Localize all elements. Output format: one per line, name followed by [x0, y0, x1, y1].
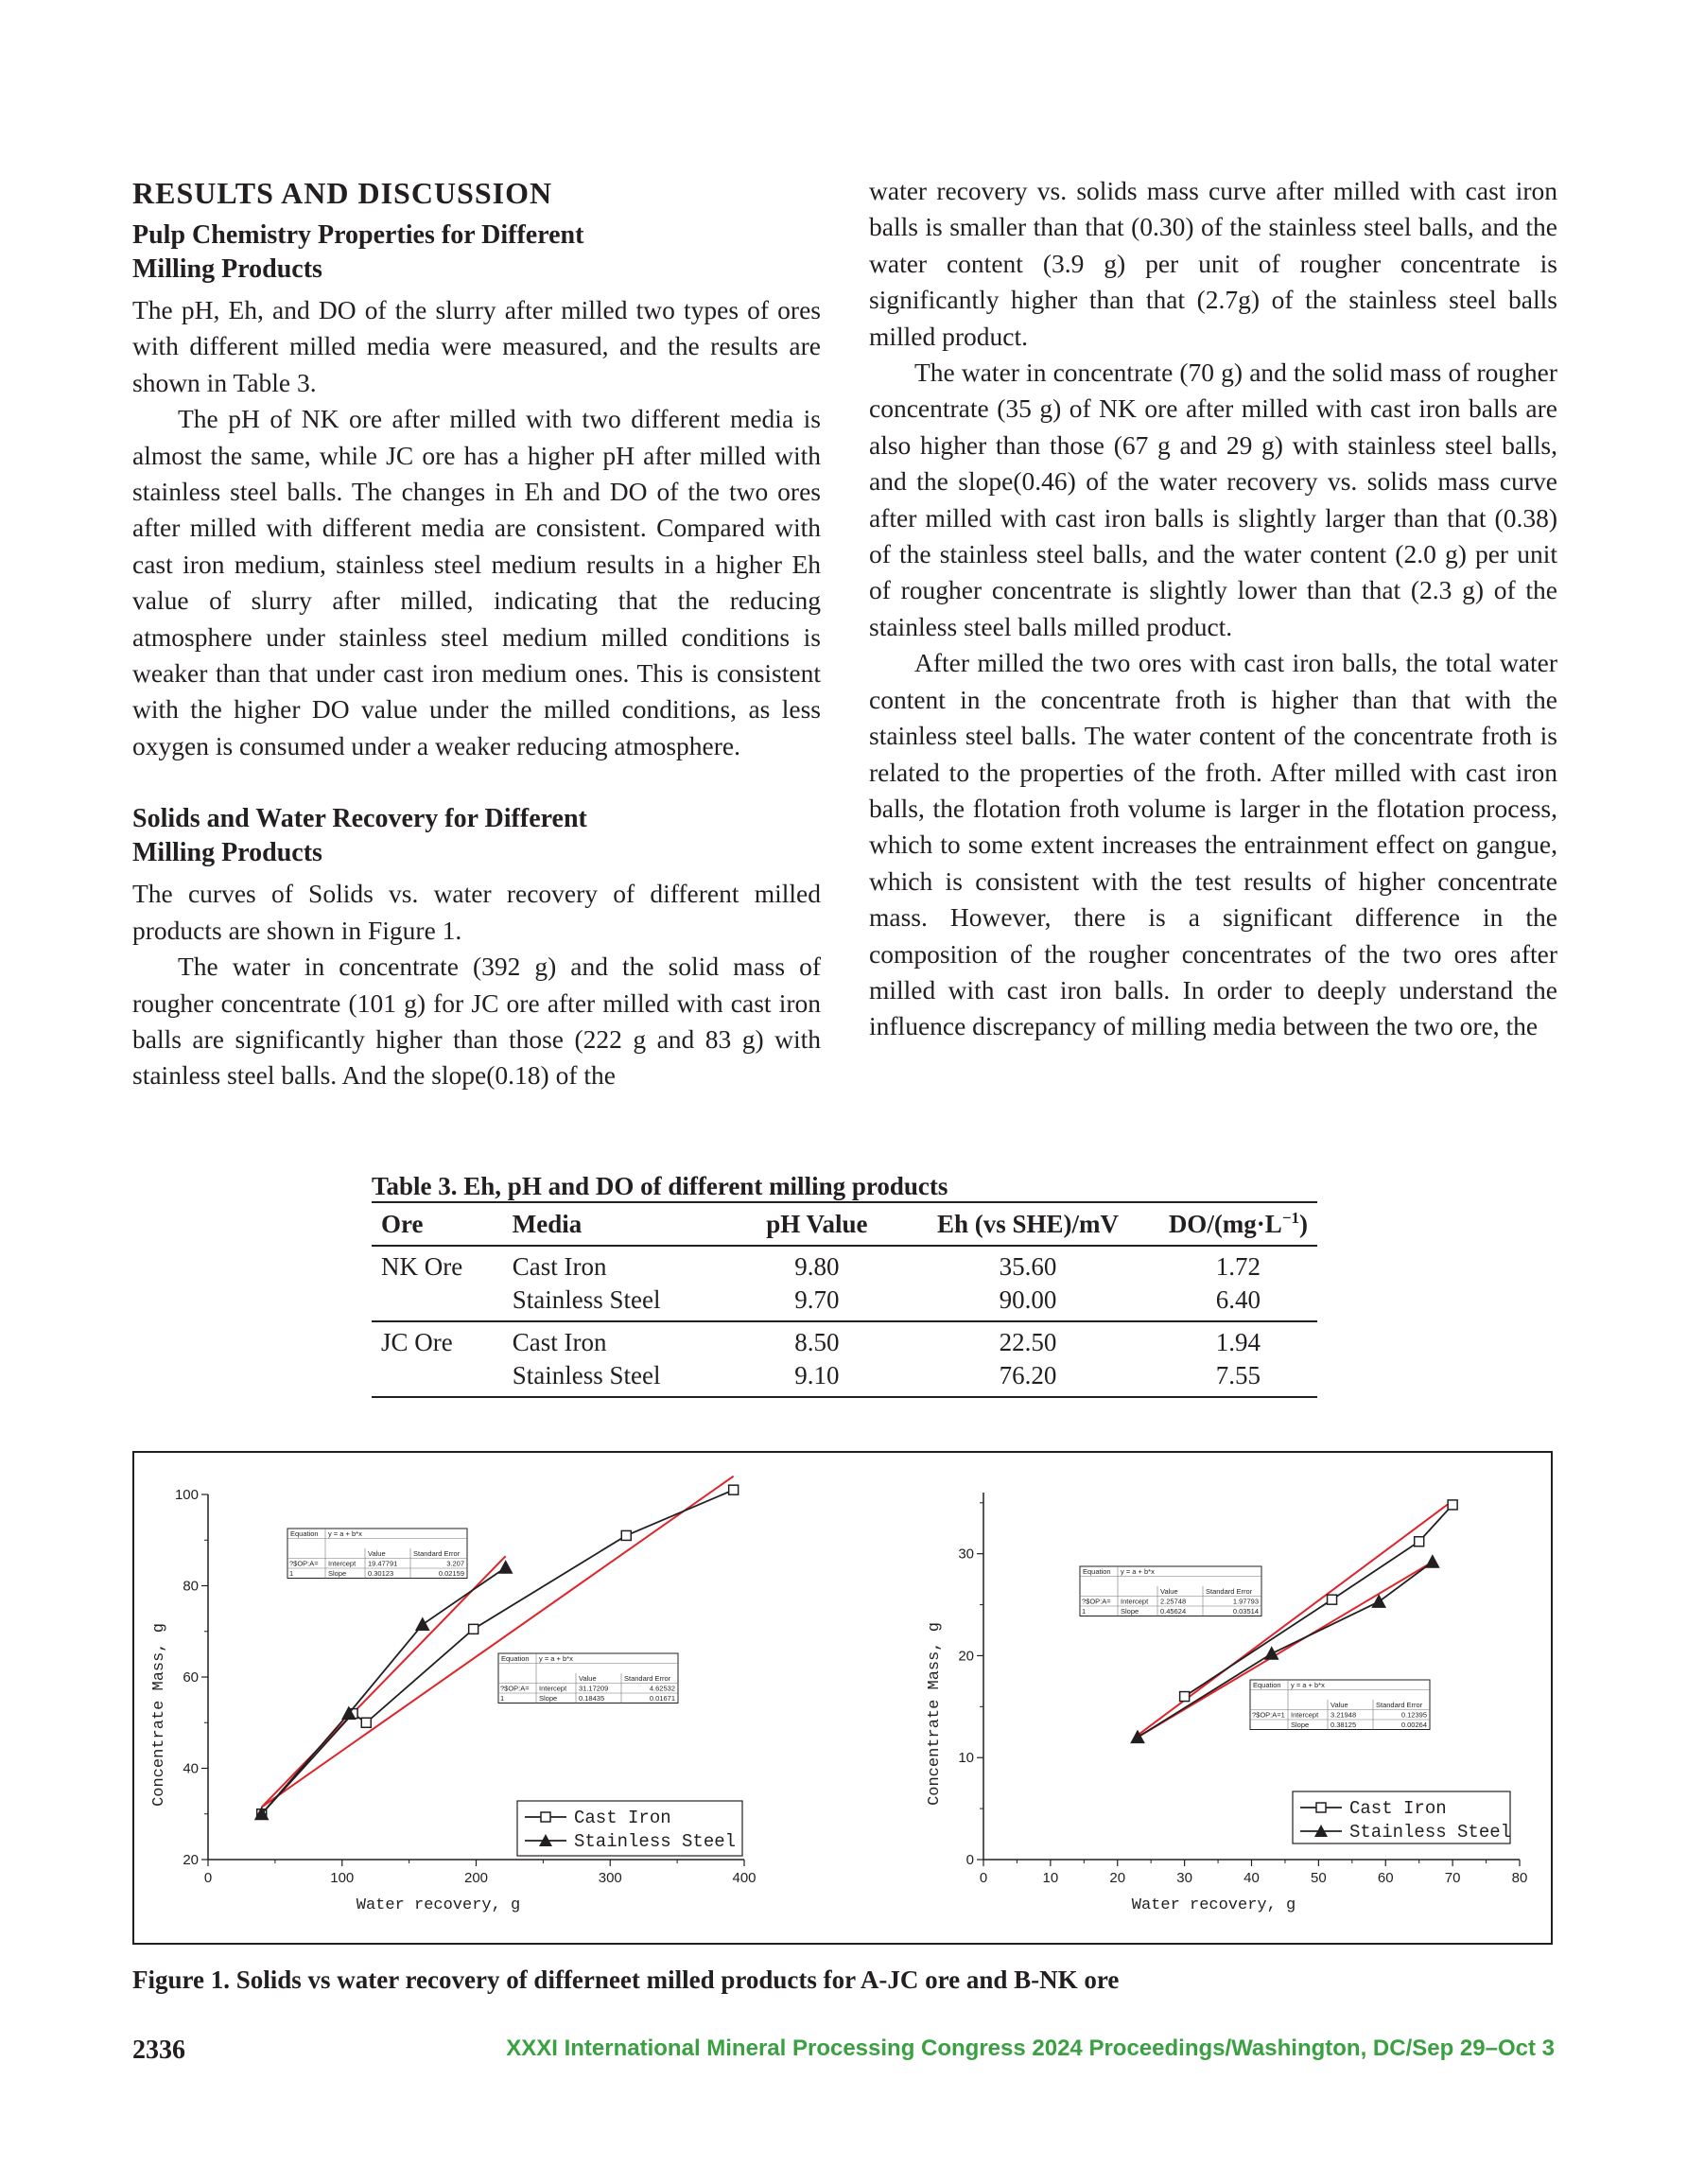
- paragraph: The water in concentrate (392 g) and the solid mass of rougher concentrate (101 g) for JC ore after milled with cast iron balls are significantly higher than those (222 g and 83 g) with stainless steel balls. And the slope(0.18) of the: [132, 952, 821, 1091]
- section-heading: RESULTS AND DISCUSSION: [132, 176, 553, 210]
- x-axis-label: Water recovery, g: [1131, 1896, 1296, 1914]
- paragraph: After milled the two ores with cast iron balls, the total water content in the concentrate froth is higher than that with the stainless steel balls. The water content of the concentrate froth is related to the properties of the froth. After milled with cast iron balls, the flotation froth volume is larger in the flotation process, which to some extent increases the entrainment effect on gangue, which is consistent with the test results of higher concentrate mass. However, there is a significant difference in the composition of the rougher concentrates of the two ores after milled with cast iron balls. In order to deeply understand the influence discrepancy of milling media between the two ore, the: [869, 648, 1557, 1041]
- fit-table-text: Value: [368, 1549, 386, 1558]
- fit-table-text: Intercept: [1291, 1710, 1319, 1720]
- fit-table-text: Standard Error: [1376, 1701, 1423, 1709]
- table-cell: Stainless Steel: [503, 1284, 738, 1321]
- data-point-square: [1180, 1692, 1190, 1702]
- fit-table-text: 1: [289, 1569, 294, 1578]
- fit-table-text: Standard Error: [1206, 1587, 1253, 1596]
- table-cell: 6.40: [1159, 1284, 1317, 1321]
- data-point-square: [621, 1530, 631, 1540]
- conference-footer: XXXI International Mineral Processing Congress 2024 Proceedings/Washington, DC/Sep 29–Oct 3: [506, 2035, 1555, 2061]
- table-cell: 9.70: [738, 1284, 897, 1321]
- y-tick-label: 0: [965, 1852, 974, 1868]
- subsection-heading-line: Milling Products: [132, 254, 322, 284]
- subsection-heading-pulp-chemistry: [132, 218, 821, 287]
- table-cell: 9.80: [794, 1252, 840, 1281]
- fit-table-text: 0.03514: [1232, 1607, 1259, 1616]
- x-tick-label: 60: [1377, 1870, 1394, 1886]
- table-cell: 76.20: [896, 1359, 1159, 1397]
- table-cell: 9.10: [738, 1359, 897, 1397]
- x-tick-label: 30: [1176, 1870, 1192, 1886]
- paragraph: water recovery vs. solids mass curve after milled with cast iron balls is smaller than that (0.30) of the stainless steel balls, and the water content (3.9 g) per unit of rougher concentrate is significantly higher than that (2.7g) of the stainless steel balls milled product.: [869, 176, 1557, 351]
- y-axis-label: Concentrate Mass, g: [926, 1622, 944, 1806]
- x-tick-label: 70: [1444, 1870, 1461, 1886]
- y-tick-label: 20: [183, 1852, 199, 1868]
- x-tick-label: 200: [463, 1870, 489, 1886]
- table-header-row: [372, 1202, 1317, 1246]
- fit-table-text: 0.45624: [1160, 1607, 1187, 1616]
- table-cell: 35.60: [999, 1252, 1057, 1281]
- table-cell: 1.72: [1215, 1252, 1261, 1281]
- x-tick-label: 100: [330, 1870, 355, 1886]
- subsection-heading-line: Milling Products: [132, 838, 322, 868]
- table-cell: 7.55: [1159, 1359, 1317, 1397]
- fit-table-text: Equation: [290, 1529, 319, 1538]
- data-point-square: [469, 1624, 478, 1634]
- fit-table-text: Intercept: [539, 1684, 567, 1693]
- data-point-triangle: [416, 1618, 429, 1631]
- table-cell: 8.50: [794, 1328, 840, 1356]
- data-table: [372, 1201, 1317, 1398]
- subsection-heading-line: Solids and Water Recovery for Different: [132, 804, 587, 834]
- left-column: [132, 173, 821, 1094]
- legend-label: Cast Iron: [1349, 1798, 1447, 1819]
- table-caption: Table 3. Eh, pH and DO of different milling products: [372, 1172, 948, 1200]
- table-cell: Cast Iron: [512, 1252, 607, 1281]
- series-line: [262, 1567, 506, 1814]
- y-tick-label: 40: [183, 1760, 199, 1777]
- fit-table-text: y = a + b*x: [328, 1529, 362, 1538]
- y-tick-label: 10: [958, 1750, 974, 1767]
- fit-table-text: 0.01671: [649, 1694, 675, 1703]
- fit-table-text: 1: [1082, 1607, 1087, 1616]
- fit-table-text: y = a + b*x: [539, 1654, 573, 1663]
- table-3: [372, 1171, 1317, 1398]
- y-tick-label: 100: [174, 1487, 199, 1503]
- fit-table-text: Equation: [1253, 1681, 1281, 1689]
- figure-caption: Figure 1. Solids vs water recovery of differneet milled products for A-JC ore and B-NK ore: [132, 1966, 1120, 1994]
- fit-table-text: ?$OP:A=: [500, 1684, 530, 1693]
- fit-table-text: 0.00264: [1400, 1721, 1427, 1729]
- fit-table-text: 4.62532: [649, 1684, 675, 1693]
- fit-table-text: Intercept: [328, 1559, 357, 1568]
- x-tick-label: 20: [1109, 1870, 1126, 1886]
- fit-table-text: 19.47791: [368, 1559, 398, 1568]
- table-cell: JC Ore: [381, 1328, 453, 1356]
- fit-table-text: y = a + b*x: [1291, 1681, 1325, 1689]
- column-header-ph: pH Value: [738, 1202, 897, 1246]
- column-header-ore: Ore: [372, 1202, 503, 1246]
- figure-1-charts: [134, 1453, 1551, 1943]
- fit-table-text: 0.18435: [579, 1694, 605, 1703]
- paragraph: The water in concentrate (70 g) and the solid mass of rougher concentrate (35 g) of NK ore after milled with cast iron balls are also higher than those (67 g and 29 g) with stainless steel balls, and the slope(0.46) of the water recovery vs. solids mass curve after milled with cast iron balls is slightly larger than that (0.38) of the stainless steel balls, and the water content (2.0 g) per unit of rougher concentrate is slightly lower than that (2.3 g) of the stainless steel balls milled product.: [869, 358, 1557, 641]
- legend-marker-square: [541, 1812, 550, 1822]
- fit-table-text: 2.25748: [1160, 1597, 1187, 1606]
- fit-table-text: 0.12395: [1400, 1710, 1427, 1720]
- y-tick-label: 80: [183, 1578, 199, 1595]
- y-tick-label: 30: [958, 1546, 974, 1563]
- paragraph: The curves of Solids vs. water recovery of different milled products are shown in Figure 1.: [132, 879, 821, 945]
- page-number: 2336: [132, 2035, 185, 2065]
- fit-table-text: y = a + b*x: [1121, 1567, 1155, 1576]
- table-cell: 1.94: [1215, 1328, 1261, 1356]
- data-point-square: [1415, 1537, 1424, 1546]
- column-header-do: [1159, 1202, 1317, 1246]
- paragraph: The pH, Eh, and DO of the slurry after milled two types of ores with different milled media were measured, and the results are shown in Table 3.: [132, 295, 821, 397]
- x-tick-label: 10: [1042, 1870, 1059, 1886]
- x-tick-label: 80: [1511, 1870, 1528, 1886]
- fit-table-text: Value: [579, 1674, 597, 1683]
- data-point-square: [1448, 1500, 1457, 1510]
- fit-table-text: 1.97793: [1232, 1597, 1259, 1606]
- fit-table-text: 1: [500, 1694, 505, 1703]
- fit-table-text: Equation: [1083, 1567, 1111, 1576]
- fit-table-text: 0.02159: [438, 1569, 464, 1578]
- column-header-eh: Eh (vs SHE)/mV: [896, 1202, 1159, 1246]
- table-cell: [372, 1284, 503, 1321]
- fit-table-text: Standard Error: [413, 1549, 461, 1558]
- y-tick-label: 60: [183, 1669, 199, 1686]
- fit-table-text: 31.17209: [579, 1684, 609, 1693]
- fit-table-text: ?$OP:A=1: [1252, 1710, 1285, 1720]
- legend-label: Cast Iron: [574, 1808, 671, 1828]
- x-tick-label: 0: [203, 1870, 213, 1886]
- subsection-heading-line: Pulp Chemistry Properties for Different: [132, 220, 584, 250]
- legend-label: Stainless Steel: [1349, 1822, 1512, 1843]
- right-column: [869, 173, 1557, 1045]
- x-axis-label: Water recovery, g: [356, 1896, 521, 1914]
- fit-table-text: 3.21948: [1330, 1710, 1357, 1720]
- data-point-square: [1328, 1595, 1337, 1604]
- table-row: [372, 1321, 1317, 1359]
- paragraph: The pH of NK ore after milled with two different media is almost the same, while JC ore has a higher pH after milled with stainless steel balls. The changes in Eh and DO of the two ores after milled with different media are consistent. Compared with cast iron medium, stainless steel medium results in a higher Eh value of slurry after milled, indicating that the reducing atmosphere under stainless steel medium milled conditions is weaker than that under cast iron medium ones. This is consistent with the higher DO value under the milled conditions, as less oxygen is consumed under a weaker reducing atmosphere.: [132, 404, 821, 760]
- fit-table-text: Slope: [1291, 1721, 1310, 1729]
- x-tick-label: 40: [1244, 1870, 1260, 1886]
- fit-table-text: Slope: [539, 1694, 558, 1703]
- x-tick-label: 400: [732, 1870, 757, 1886]
- figure-1-frame: [132, 1451, 1553, 1945]
- x-tick-label: 300: [598, 1870, 622, 1886]
- subsection-heading-solids-water: [132, 802, 821, 870]
- fit-table-text: ?$OP:A=: [289, 1559, 319, 1568]
- fit-table-text: ?$OP:A=: [1082, 1597, 1111, 1606]
- fit-table-text: Intercept: [1121, 1597, 1149, 1606]
- column-header-media: Media: [503, 1202, 738, 1246]
- data-point-square: [729, 1485, 739, 1494]
- fit-line: [262, 1556, 506, 1807]
- fit-table-text: Slope: [328, 1569, 347, 1578]
- fit-table-text: Value: [1160, 1587, 1178, 1596]
- data-point-triangle: [1426, 1555, 1439, 1567]
- x-tick-label: 0: [979, 1870, 988, 1886]
- fit-line: [262, 1476, 734, 1808]
- fit-table-text: Value: [1330, 1701, 1348, 1709]
- table-cell: Stainless Steel: [503, 1359, 738, 1397]
- do-header-close: ): [1299, 1210, 1308, 1238]
- table-row: [372, 1246, 1317, 1284]
- fit-table-text: 0.38125: [1330, 1721, 1357, 1729]
- table-cell: 22.50: [999, 1328, 1057, 1356]
- data-point-square: [361, 1718, 371, 1727]
- y-axis-label: Concentrate Mass, g: [150, 1623, 168, 1807]
- fit-table-text: 0.30123: [368, 1569, 394, 1578]
- table-row: [372, 1359, 1317, 1397]
- table-cell: NK Ore: [381, 1252, 463, 1281]
- x-tick-label: 50: [1311, 1870, 1327, 1886]
- data-point-triangle: [1265, 1647, 1278, 1659]
- do-header-text: DO/(mg·L: [1168, 1210, 1282, 1238]
- table-row: [372, 1284, 1317, 1321]
- legend-marker-square: [1316, 1803, 1326, 1812]
- fit-table-text: 3.207: [446, 1559, 464, 1568]
- table-cell: [372, 1359, 503, 1397]
- y-tick-label: 20: [958, 1648, 974, 1665]
- fit-table-text: Slope: [1121, 1607, 1139, 1616]
- table-cell: 90.00: [896, 1284, 1159, 1321]
- table-cell: Cast Iron: [512, 1328, 607, 1356]
- fit-table-text: Equation: [501, 1654, 530, 1663]
- legend-label: Stainless Steel: [574, 1831, 737, 1852]
- fit-table-text: Standard Error: [624, 1674, 671, 1683]
- data-point-triangle: [499, 1561, 513, 1573]
- do-header-exponent: −1: [1281, 1209, 1299, 1227]
